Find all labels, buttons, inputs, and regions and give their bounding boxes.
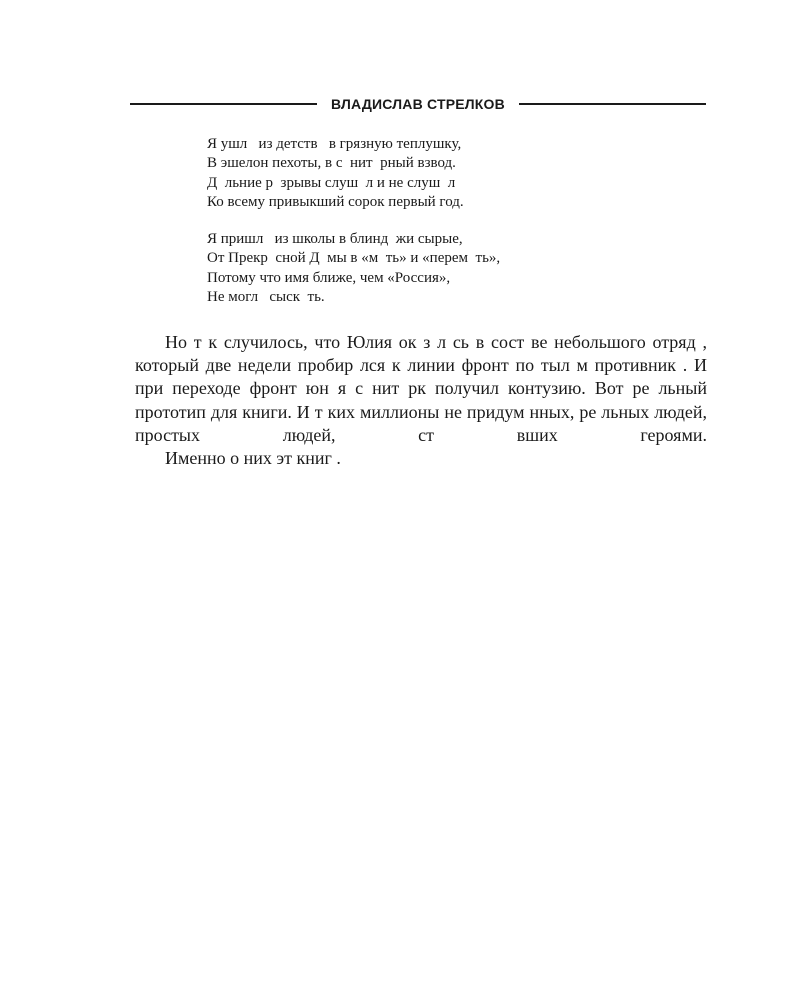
poem-stanza-1 [207,135,627,212]
running-header [130,92,706,116]
author-name: ВЛАДИСЛАВ СТРЕЛКОВ [331,96,505,112]
header-rule-left [130,103,317,105]
poem [207,135,627,307]
poem-line: Я ушл из детств в грязную теплушку, [207,136,462,152]
body-paragraph: Именно о них эт книг . [165,448,341,469]
body-paragraph: Но т к случилось, что Юлия ок з л сь в сост ве небольшого отряд , который две недели пробир лся к линии фронт по тыл м противник . И при переходе фронт юн я с нит рк получил контузию. Вот ре льный прототип для книги. И т ких миллионы не придум нных, ре льных людей, простых людей, ст вших героями. [135,332,707,445]
body-text [135,331,707,470]
poem-line: Потому что имя ближе, чем «Россия», [207,269,451,286]
header-rule-right [519,103,706,105]
poem-line: Не могл сыск ть. [207,289,325,306]
poem-line: От Прекр сной Д мы в «м ть» и «перем ть», [207,250,501,267]
poem-line: Я пришл из школы в блинд жи сырые, [207,231,463,248]
poem-line: В эшелон пехоты, в с нит рный взвод. [207,155,456,172]
poem-stanza-2 [207,230,627,307]
poem-line: Д льние р зрывы слуш л и не слуш л [207,174,456,191]
poem-line: Ко всему привыкший сорок первый год. [207,193,464,210]
